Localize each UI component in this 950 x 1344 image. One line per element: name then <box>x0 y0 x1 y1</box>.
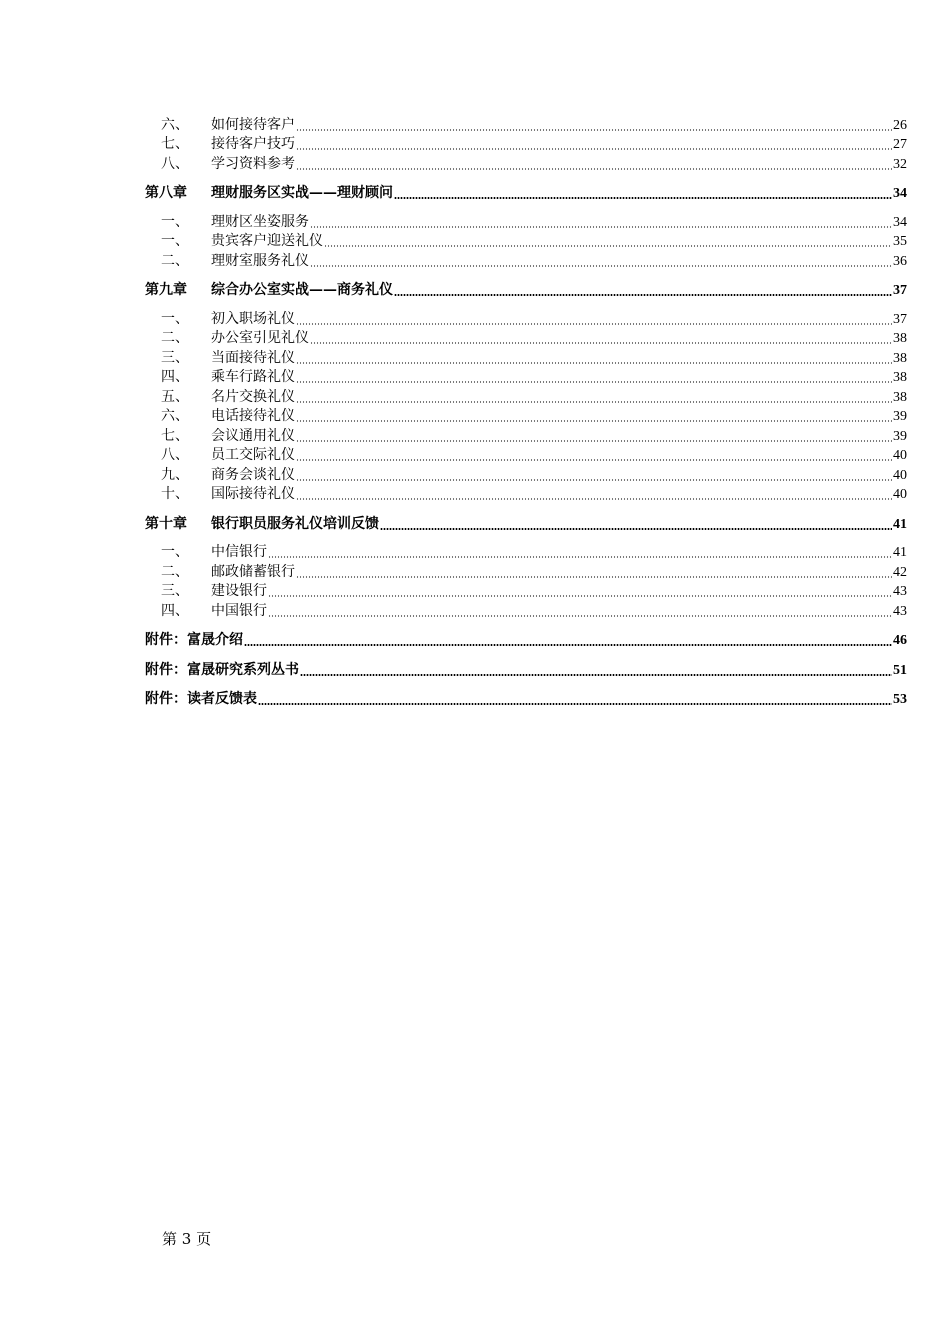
toc-chapter-entry[interactable] <box>145 631 907 651</box>
toc-entry-number: 二、 <box>161 252 189 269</box>
toc-entry-title: 国际接待礼仪 <box>211 486 295 502</box>
toc-entry-page: 38 <box>893 331 907 346</box>
toc-entry-number: 七、 <box>161 427 189 444</box>
toc-entry-page: 27 <box>893 137 907 152</box>
toc-entry-title: 学习资料参考 <box>211 155 295 172</box>
toc-entry-page: 34 <box>893 214 907 230</box>
toc-entry[interactable] <box>145 465 907 485</box>
dot-leader <box>296 129 892 131</box>
toc-entry-title: 乘车行路礼仪 <box>211 369 295 385</box>
dot-leader <box>296 323 892 325</box>
toc-entry-number: 二、 <box>161 330 189 346</box>
toc-entry-page: 43 <box>893 603 907 619</box>
toc-entry-page: 42 <box>893 564 907 580</box>
toc-entry-title: 初入职场礼仪 <box>211 310 295 327</box>
dot-leader <box>296 381 892 383</box>
toc-entry[interactable] <box>145 485 907 505</box>
dot-leader <box>258 703 892 705</box>
toc-entry-number: 一、 <box>161 233 189 249</box>
dot-leader <box>296 148 892 150</box>
toc-entry-page: 40 <box>893 467 907 483</box>
toc-entry-page: 46 <box>893 633 907 648</box>
toc-entry-title: 电话接待礼仪 <box>211 408 295 424</box>
toc-entry-title: 附件：富晟介绍 <box>145 632 243 648</box>
toc-entry-number: 六、 <box>161 116 189 133</box>
toc-entry-page: 41 <box>893 516 907 532</box>
toc-entry-title: 中信银行 <box>211 544 267 560</box>
toc-entry-number: 二、 <box>161 563 189 580</box>
toc-entry-page: 35 <box>893 234 907 249</box>
toc-entry[interactable] <box>145 232 907 252</box>
toc-entry[interactable] <box>145 135 907 155</box>
dot-leader <box>296 459 892 461</box>
toc-entry-title: 附件：读者反馈表 <box>145 691 257 707</box>
toc-entry-page: 41 <box>893 545 907 560</box>
toc-entry[interactable] <box>145 446 907 466</box>
dot-leader <box>296 479 892 481</box>
toc-entry-page: 39 <box>893 428 907 444</box>
toc-entry-title: 当面接待礼仪 <box>211 349 295 366</box>
toc-entry-page: 34 <box>893 186 907 201</box>
toc-entry[interactable] <box>145 212 907 232</box>
dot-leader <box>310 342 892 344</box>
toc-entry[interactable] <box>145 601 907 621</box>
toc-chapter-entry[interactable] <box>145 281 907 301</box>
toc-entry-title: 邮政储蓄银行 <box>211 563 295 580</box>
toc-entry-number: 七、 <box>161 136 189 152</box>
toc-entry-page: 40 <box>893 448 907 463</box>
toc-entry-page: 38 <box>893 370 907 385</box>
toc-entry[interactable] <box>145 115 907 135</box>
toc-chapter-entry[interactable] <box>145 514 907 534</box>
toc-entry-number: 一、 <box>161 213 189 230</box>
dot-leader <box>300 674 892 676</box>
toc-entry-page: 36 <box>893 253 907 269</box>
toc-entry-page: 32 <box>893 156 907 172</box>
toc-entry-title: 办公室引见礼仪 <box>211 330 309 346</box>
toc-entry-number: 第八章 <box>145 185 187 201</box>
toc-entry-number: 五、 <box>161 388 189 405</box>
toc-entry[interactable] <box>145 309 907 329</box>
toc-entry-page: 53 <box>893 692 907 707</box>
toc-entry-number: 四、 <box>161 602 189 619</box>
toc-entry-title: 贵宾客户迎送礼仪 <box>211 233 323 249</box>
page-number-footer: 第 3 页 <box>162 1230 212 1248</box>
toc-entry-title: 名片交换礼仪 <box>211 388 295 405</box>
toc-entry-title: 员工交际礼仪 <box>211 447 295 463</box>
toc-entry-title: 理财区坐姿服务 <box>211 213 309 230</box>
dot-leader <box>296 420 892 422</box>
toc-entry-title: 会议通用礼仪 <box>211 427 295 444</box>
toc-entry-number: 三、 <box>161 583 189 599</box>
dot-leader <box>394 197 892 199</box>
toc-entry-title: 银行职员服务礼仪培训反馈 <box>211 515 379 532</box>
toc-entry-page: 38 <box>893 350 907 366</box>
toc-entry-number: 第九章 <box>145 282 187 298</box>
toc-entry-number: 三、 <box>161 349 189 366</box>
toc-entry-number: 八、 <box>161 155 189 172</box>
dot-leader <box>324 245 892 247</box>
toc-entry-number: 六、 <box>161 408 189 424</box>
dot-leader <box>244 644 892 646</box>
toc-entry[interactable] <box>145 329 907 349</box>
toc-entry-number: 八、 <box>161 447 189 463</box>
dot-leader <box>268 615 892 617</box>
toc-entry-number: 一、 <box>161 544 189 560</box>
toc-entry[interactable] <box>145 562 907 582</box>
toc-entry[interactable] <box>145 251 907 271</box>
dot-leader <box>380 528 892 530</box>
dot-leader <box>296 401 892 403</box>
toc-entry-title: 理财服务区实战——理财顾问 <box>211 185 393 201</box>
toc-entry-page: 39 <box>893 409 907 424</box>
toc-entry[interactable] <box>145 426 907 446</box>
toc-entry-title: 建设银行 <box>211 583 267 599</box>
toc-entry-page: 38 <box>893 389 907 405</box>
toc-entry[interactable] <box>145 407 907 427</box>
dot-leader <box>310 265 892 267</box>
toc-entry-title: 综合办公室实战——商务礼仪 <box>211 282 393 298</box>
dot-leader <box>296 168 892 170</box>
dot-leader <box>268 556 892 558</box>
toc-entry-number: 四、 <box>161 369 189 385</box>
toc-entry[interactable] <box>145 582 907 602</box>
toc-entry-title: 商务会谈礼仪 <box>211 466 295 483</box>
table-of-contents <box>145 115 907 718</box>
toc-chapter-entry[interactable] <box>145 690 907 710</box>
toc-entry-page: 40 <box>893 487 907 502</box>
toc-chapter-entry[interactable] <box>145 184 907 204</box>
toc-chapter-entry[interactable] <box>145 660 907 680</box>
toc-entry-page: 37 <box>893 283 907 298</box>
toc-entry[interactable] <box>145 348 907 368</box>
toc-entry-number: 第十章 <box>145 515 187 532</box>
dot-leader <box>268 595 892 597</box>
toc-entry[interactable] <box>145 154 907 174</box>
toc-entry-title: 理财室服务礼仪 <box>211 252 309 269</box>
toc-entry-title: 如何接待客户 <box>211 116 295 133</box>
toc-entry-title: 接待客户技巧 <box>211 136 295 152</box>
toc-entry-page: 43 <box>893 584 907 599</box>
toc-entry[interactable] <box>145 368 907 388</box>
toc-entry-page: 37 <box>893 311 907 327</box>
toc-entry[interactable] <box>145 543 907 563</box>
dot-leader <box>296 362 892 364</box>
dot-leader <box>296 498 892 500</box>
toc-entry-title: 附件：富晟研究系列丛书 <box>145 661 299 678</box>
dot-leader <box>296 576 892 578</box>
toc-entry[interactable] <box>145 387 907 407</box>
toc-entry-number: 九、 <box>161 466 189 483</box>
dot-leader <box>310 226 892 228</box>
toc-entry-number: 一、 <box>161 310 189 327</box>
toc-entry-title: 中国银行 <box>211 602 267 619</box>
toc-entry-number: 十、 <box>161 486 189 502</box>
dot-leader <box>296 440 892 442</box>
dot-leader <box>394 294 892 296</box>
toc-entry-page: 51 <box>893 662 907 678</box>
toc-entry-page: 26 <box>893 117 907 133</box>
